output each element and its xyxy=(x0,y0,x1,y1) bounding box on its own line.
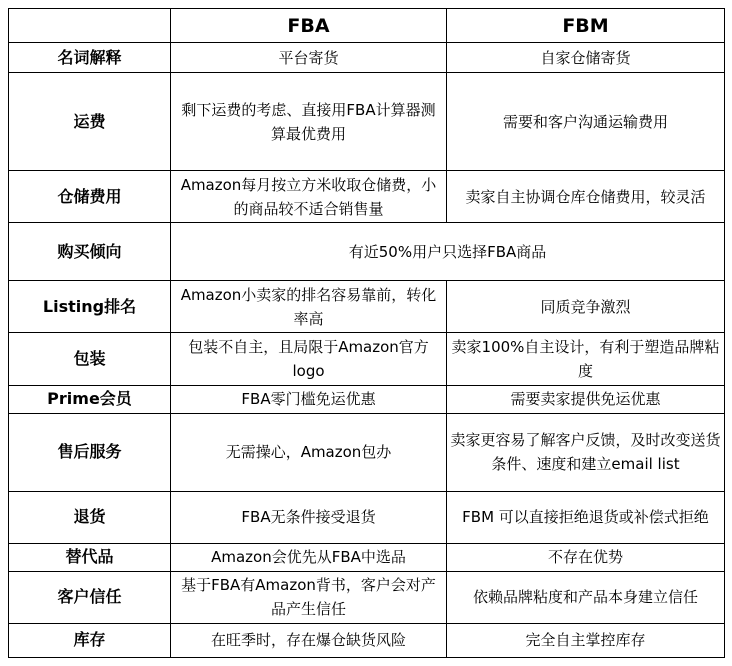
fba-cell: Amazon每月按立方米收取仓储费，小的商品较不适合销售量 xyxy=(171,171,447,223)
table-row xyxy=(9,623,725,657)
row-label: 运费 xyxy=(9,73,171,171)
row-label: 替代品 xyxy=(9,543,171,571)
row-label: 包装 xyxy=(9,333,171,385)
table-row xyxy=(9,223,725,281)
fba-cell: 基于FBA有Amazon背书，客户会对产品产生信任 xyxy=(171,571,447,623)
table-row xyxy=(9,171,725,223)
table-row xyxy=(9,43,725,73)
fbm-cell: 同质竞争激烈 xyxy=(447,281,725,333)
fbm-cell: 需要和客户沟通运输费用 xyxy=(447,73,725,171)
fba-cell: 在旺季时，存在爆仓缺货风险 xyxy=(171,623,447,657)
row-label: Listing排名 xyxy=(9,281,171,333)
fbm-cell: FBM 可以直接拒绝退货或补偿式拒绝 xyxy=(447,491,725,543)
merged-cell: 有近50%用户只选择FBA商品 xyxy=(171,223,725,281)
header-row xyxy=(9,9,725,43)
row-label: 退货 xyxy=(9,491,171,543)
fbm-cell: 完全自主掌控库存 xyxy=(447,623,725,657)
table-row xyxy=(9,73,725,171)
table-row xyxy=(9,491,725,543)
header-fba: FBA xyxy=(171,9,447,43)
fba-cell: 包装不自主，且局限于Amazon官方logo xyxy=(171,333,447,385)
row-label: 售后服务 xyxy=(9,413,171,491)
comparison-table xyxy=(8,8,725,658)
table-row xyxy=(9,413,725,491)
fbm-cell: 需要卖家提供免运优惠 xyxy=(447,385,725,413)
fba-cell: 剩下运费的考虑、直接用FBA计算器测算最优费用 xyxy=(171,73,447,171)
fba-cell: Amazon会优先从FBA中选品 xyxy=(171,543,447,571)
fba-cell: 平台寄货 xyxy=(171,43,447,73)
fbm-cell: 依赖品牌粘度和产品本身建立信任 xyxy=(447,571,725,623)
table-row xyxy=(9,543,725,571)
row-label: 库存 xyxy=(9,623,171,657)
row-label: 购买倾向 xyxy=(9,223,171,281)
table-row xyxy=(9,571,725,623)
fba-cell: FBA无条件接受退货 xyxy=(171,491,447,543)
row-label: 仓储费用 xyxy=(9,171,171,223)
header-fbm: FBM xyxy=(447,9,725,43)
row-label: Prime会员 xyxy=(9,385,171,413)
row-label: 名词解释 xyxy=(9,43,171,73)
fbm-cell: 不存在优势 xyxy=(447,543,725,571)
fba-cell: FBA零门槛免运优惠 xyxy=(171,385,447,413)
header-corner xyxy=(9,9,171,43)
fbm-cell: 卖家自主协调仓库仓储费用，较灵活 xyxy=(447,171,725,223)
table-row xyxy=(9,281,725,333)
fbm-cell: 自家仓储寄货 xyxy=(447,43,725,73)
fba-cell: 无需操心，Amazon包办 xyxy=(171,413,447,491)
fba-cell: Amazon小卖家的排名容易靠前，转化率高 xyxy=(171,281,447,333)
fbm-cell: 卖家更容易了解客户反馈，及时改变送货条件、速度和建立email list xyxy=(447,413,725,491)
row-label: 客户信任 xyxy=(9,571,171,623)
table-row xyxy=(9,385,725,413)
fbm-cell: 卖家100%自主设计，有利于塑造品牌粘度 xyxy=(447,333,725,385)
table-row xyxy=(9,333,725,385)
